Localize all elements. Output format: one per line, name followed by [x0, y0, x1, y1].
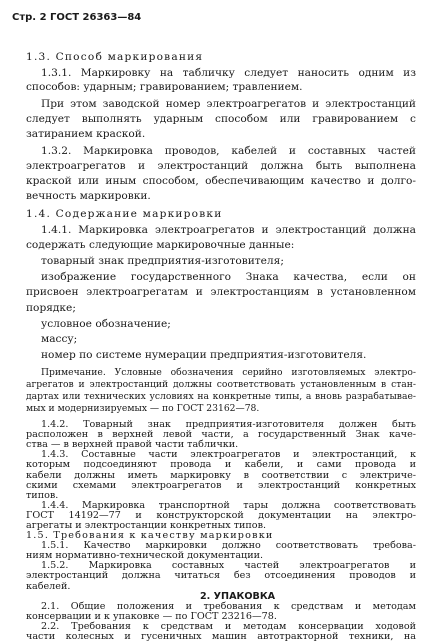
- text-line: присвоен электроагрегатам и электростанциям в установленном: [26, 286, 416, 298]
- section-title: 2. УПАКОВКА: [200, 590, 276, 602]
- text-line: консервации и к упаковке — по ГОСТ 23216—78.: [26, 610, 277, 622]
- text-line: При этом заводской номер электроагрегатов и электростанций: [41, 98, 416, 110]
- text-line: изображение государственного Знака качества, если он: [41, 271, 416, 283]
- text-line: части колесных и гусеничных машин автотракторной техники, на: [26, 631, 416, 642]
- text-line: порядке;: [26, 302, 76, 314]
- text-line: затиранием краской.: [26, 128, 146, 140]
- text-line: краской или иным способом, обеспечивающим качество и долго-: [26, 175, 416, 187]
- text-line: скими схемами электроагрегатов и электростанций конкретных: [26, 479, 416, 491]
- text-line: 1.4.3. Составные части электроагрегатов и электростанций, к: [41, 449, 416, 461]
- text-line: 2.2. Требования к средствам и методам консервации ходовой: [41, 620, 416, 632]
- text-line: кабели должны иметь маркировку в соответствии с электриче-: [26, 469, 416, 481]
- text-line: ства — в верхней правой части таблички.: [26, 439, 239, 451]
- text-line: условное обозначение;: [41, 318, 171, 330]
- text-line: 1.4.2. Товарный знак предприятия-изготовителя должен быть: [41, 419, 416, 430]
- text-line: 1.3.2. Маркировка проводов, кабелей и составных частей: [41, 145, 416, 157]
- section-heading: 1.3. Способ маркирования: [26, 51, 204, 63]
- text-line: 1.5.1. Качество маркировки должно соответствовать требова-: [41, 540, 416, 552]
- section-heading: 1.5. Требования к качеству маркировки: [26, 530, 274, 541]
- page-header: Стр. 2 ГОСТ 26363—84: [12, 12, 142, 23]
- note-line: агрегатов и электростанций должны соответствовать установленным в стан-: [26, 379, 416, 390]
- text-line: вечность маркировки.: [26, 190, 151, 202]
- text-line: кабелей.: [26, 580, 71, 592]
- text-line: электроагрегатов и электростанций должна быть выполнена: [26, 160, 416, 172]
- text-line: 1.4.4. Маркировка транспортной тары должна соответствовать: [41, 499, 416, 511]
- text-line: ниям нормативно-технической документации.: [26, 550, 264, 562]
- text-line: которым подсоединяют провода и кабели, и сами провода и: [26, 459, 416, 471]
- text-line: следует выполнять ударным способом или гравированием с: [26, 113, 416, 125]
- note-line: дартах или технических условиях на конкретные типы, а вновь разрабатывае-: [26, 391, 416, 402]
- text-line: расположен в верхней левой части, а государственный Знак каче-: [26, 429, 416, 441]
- text-line: типов.: [26, 489, 59, 501]
- text-line: агрегаты и электростанции конкретных типов.: [26, 520, 267, 531]
- text-line: содержать следующие маркировочные данные:: [26, 239, 295, 251]
- section-heading: 1.4. Содержание маркировки: [26, 208, 223, 220]
- text-line: товарный знак предприятия-изготовителя;: [41, 255, 284, 267]
- text-line: массу;: [41, 333, 78, 345]
- text-line: номер по системе нумерации предприятия-изготовителя.: [41, 349, 367, 361]
- text-line: электростанций должна читаться без отсоединения проводов и: [26, 570, 416, 582]
- text-line: 1.3.1. Маркировку на табличку следует наносить одним из: [41, 67, 416, 79]
- text-line: способов: ударным; гравированием; травлением.: [26, 81, 303, 93]
- text-line: 2.1. Общие положения и требования к средствам и методам: [41, 600, 416, 612]
- note-line: мых и модернизируемых — по ГОСТ 23162—78.: [26, 403, 260, 414]
- note-line: Примечание. Условные обозначения серийно изготовляемых электро-: [41, 367, 416, 378]
- text-line: 1.4.1. Маркировка электроагрегатов и электростанций должна: [41, 224, 416, 236]
- text-line: ГОСТ 14192—77 и конструкторской документации на электро-: [26, 509, 416, 521]
- text-line: 1.5.2. Маркировка составных частей электроагрегатов и: [41, 560, 416, 572]
